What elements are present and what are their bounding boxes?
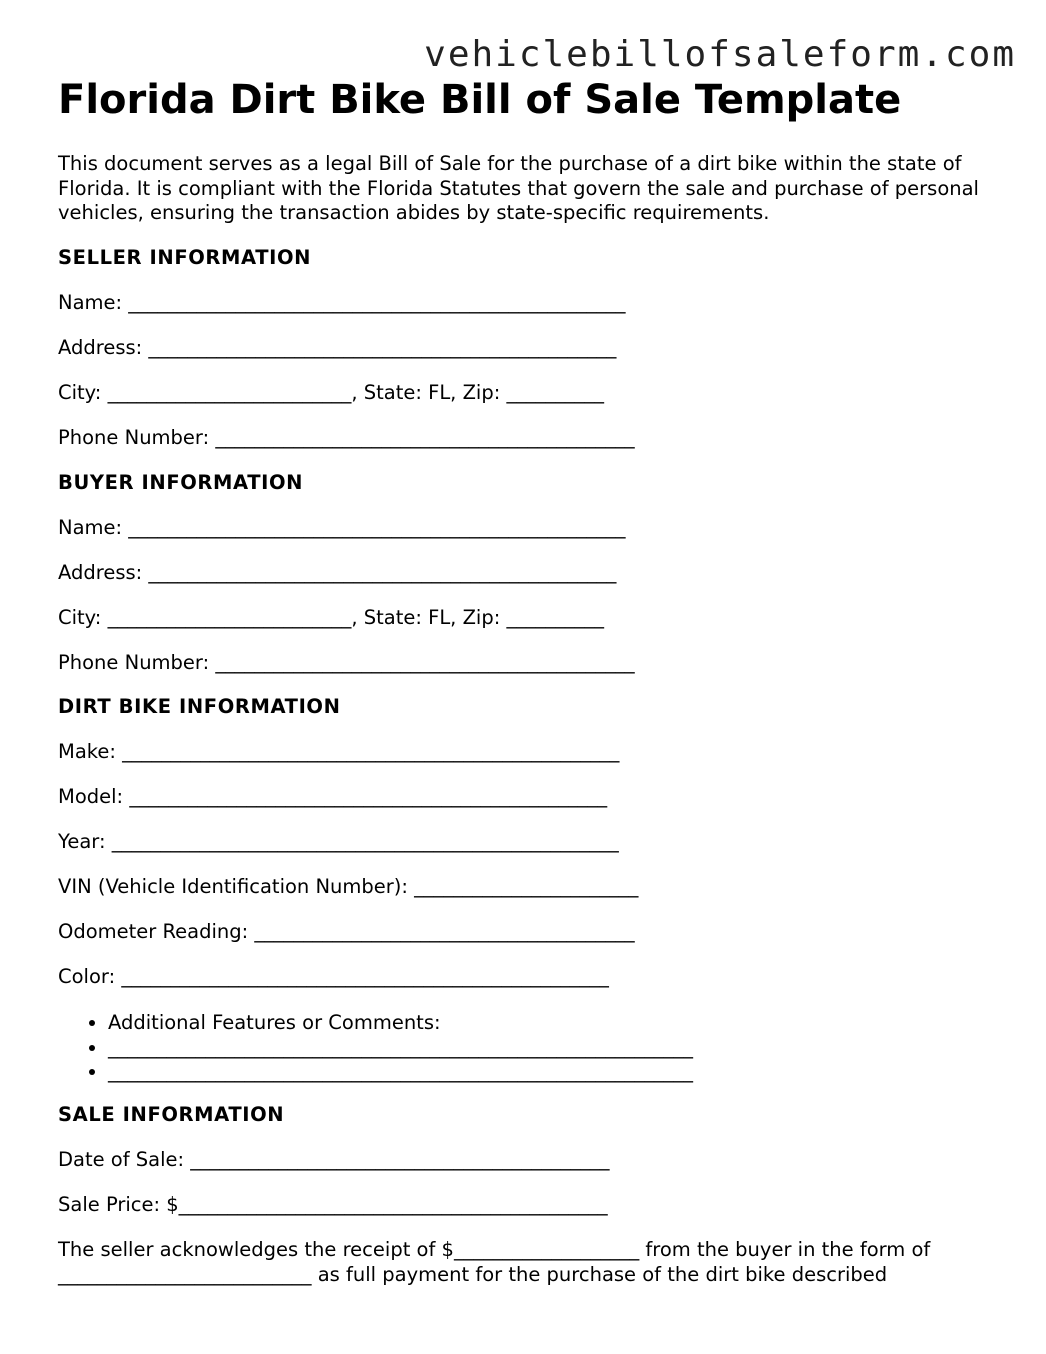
buyer-name-field[interactable]: Name: ___________________________________________________ — [58, 516, 626, 539]
buyer-heading: BUYER INFORMATION — [58, 471, 304, 494]
bike-odometer-field[interactable]: Odometer Reading: _______________________________________ — [58, 920, 635, 943]
bike-make-field[interactable]: Make: ___________________________________________________ — [58, 740, 620, 763]
sale-price-field[interactable]: Sale Price: $____________________________________________ — [58, 1193, 608, 1216]
sale-date-field[interactable]: Date of Sale: ___________________________________________ — [58, 1148, 610, 1171]
seller-address-field[interactable]: Address: ________________________________________________ — [58, 336, 617, 359]
additional-comments-list — [58, 1011, 693, 1085]
buyer-section — [58, 471, 635, 696]
buyer-address-field[interactable]: Address: ________________________________________________ — [58, 561, 617, 584]
sale-heading: SALE INFORMATION — [58, 1103, 285, 1126]
bike-color-field[interactable]: Color: __________________________________________________ — [58, 965, 609, 988]
sale-section — [58, 1103, 988, 1287]
document-title: Florida Dirt Bike Bill of Sale Template — [58, 77, 902, 123]
seller-section — [58, 246, 635, 471]
dirt-bike-heading: DIRT BIKE INFORMATION — [58, 695, 341, 718]
dirt-bike-section — [58, 695, 693, 1085]
bike-vin-field[interactable]: VIN (Vehicle Identification Number): _______________________ — [58, 875, 639, 898]
bike-model-field[interactable]: Model: _________________________________________________ — [58, 785, 608, 808]
payment-acknowledgement[interactable]: The seller acknowledges the receipt of $___________________ from the buyer in the form of __________________________ as full payment for the purchase of the dirt bike described — [58, 1238, 931, 1286]
intro-paragraph: This document serves as a legal Bill of Sale for the purchase of a dirt bike within the state of Florida. It is compliant with the Florida Statutes that govern the sale and purchase of personal vehicles, ensuring the transaction abides by state-specific requirements. — [58, 152, 979, 224]
seller-city-field[interactable]: City: _________________________, State: FL, Zip: __________ — [58, 381, 604, 404]
bike-year-field[interactable]: Year: ____________________________________________________ — [58, 830, 619, 853]
comment-line-2[interactable]: • ____________________________________________________________ — [108, 1060, 693, 1085]
seller-name-field[interactable]: Name: ___________________________________________________ — [58, 291, 626, 314]
list-item: • Additional Features or Comments: — [108, 1011, 693, 1036]
seller-heading: SELLER INFORMATION — [58, 246, 312, 269]
site-watermark: vehiclebillofsaleform.com — [424, 34, 1016, 75]
seller-phone-field[interactable]: Phone Number: ___________________________________________ — [58, 426, 635, 449]
buyer-city-field[interactable]: City: _________________________, State: FL, Zip: __________ — [58, 606, 604, 629]
comment-line-1[interactable]: • ____________________________________________________________ — [108, 1036, 693, 1061]
bill-of-sale-document — [58, 78, 998, 226]
buyer-phone-field[interactable]: Phone Number: ___________________________________________ — [58, 651, 635, 674]
